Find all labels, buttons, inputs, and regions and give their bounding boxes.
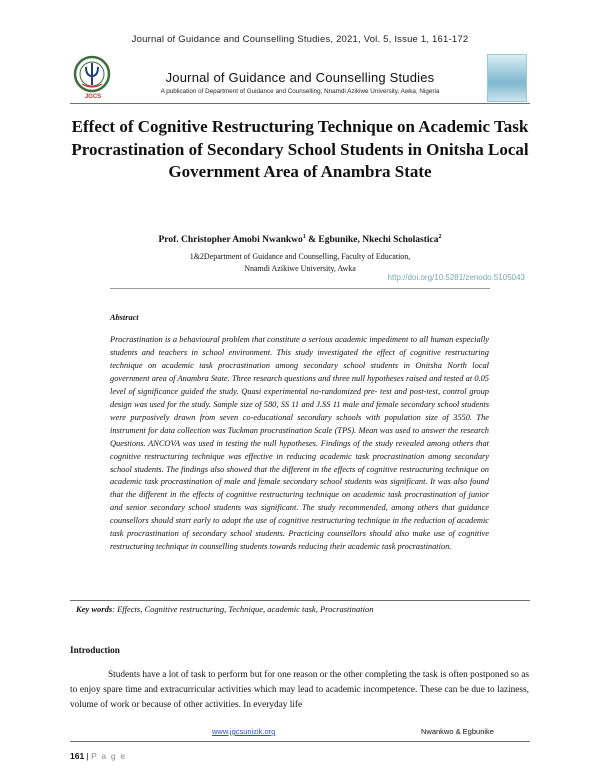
author-2-affiliation-mark: 2 <box>438 234 442 240</box>
author-separator: & <box>305 235 319 246</box>
doi-link[interactable]: http://doi.org/10.5281/zenodo.5105043 <box>387 273 525 282</box>
page-number-separator: | <box>84 751 92 761</box>
affiliation-line-1: 1&2Department of Guidance and Counselling, Faculty of Education, <box>189 252 411 261</box>
footer-divider <box>70 741 530 742</box>
keywords-divider <box>70 600 530 601</box>
affiliation <box>70 251 530 275</box>
running-head: Journal of Guidance and Counselling Studies, 2021, Vol. 5, Issue 1, 161-172 <box>131 34 469 45</box>
page-word: P a g e <box>91 751 127 761</box>
author-1-affiliation-mark: 1 <box>302 234 306 240</box>
page-number-value: 161 <box>70 751 85 761</box>
page-number <box>70 751 126 761</box>
author-2-name: Egbunike, Nkechi Scholastica <box>318 235 439 246</box>
keywords-label: Key words <box>76 604 113 614</box>
abstract-label: Abstract <box>110 313 139 322</box>
journal-title: Journal of Guidance and Counselling Studies <box>165 70 435 85</box>
author-1-name: Prof. Christopher Amobi Nwankwo <box>158 235 303 246</box>
abstract-top-divider <box>110 288 490 289</box>
abstract-body <box>110 334 489 554</box>
article-title: Effect of Cognitive Restructuring Technique on Academic Task Procrastination of Secondary School Students in Onitsha Local Government Area of Anambra State <box>71 117 529 181</box>
affiliation-line-2: Nnamdi Azikiwe University, Awka <box>244 264 356 273</box>
introduction-text: Students have a lot of task to perform but for one reason or the other completing the task is often postponed so as to enjoy spare time and extracurricular activities which may lead to academic incompetence. These can be due to laziness, volume of work or because of other activities. In everyday life <box>70 670 529 710</box>
introduction-body <box>70 668 529 712</box>
footer-website-link[interactable]: www.jgcsunizik.org <box>212 727 276 736</box>
keywords-text: : Effects, Cognitive restructuring, Technique, academic task, Procrastination <box>112 604 374 614</box>
footer-author: Nwankwo & Egbunike <box>421 727 494 736</box>
journal-subtitle: A publication of Department of Guidance and Counselling, Nnamdi Azikiwe University, Awka, Nigeria <box>160 88 440 95</box>
logo-text: JGCS <box>84 94 102 100</box>
keywords-line <box>76 604 373 614</box>
author-line <box>70 234 530 245</box>
header-divider <box>70 103 530 104</box>
introduction-heading: Introduction <box>70 645 120 655</box>
abstract-text: Procrastination is a behavioural problem that constitute a serious academic impediment to all human especially students and teachers in school environment. This study investigated the effect of cognitive restructuring technique on academic task procrastination among secondary school students in Onitsha North local government area of Anambra State. Three research questions and three null hypotheses raised and tested at 0.05 level of significance guided the study. Quasi experimental no-randomized pre- test and post-test, control group design was used for the study. Sample size of 580, SS 11 and J.SS 11 male and female secondary school students were purposively drawn from seven co-educational secondary schools with population size of 3550. The instrument for data collection was Tuckman procrastination Scale (TPS). Mean was used to answer the research Questions. ANCOVA was used in testing the null hypotheses. Findings of the study revealed among others that cognitive restructuring technique was effective in reducing academic task procrastination among secondary school students. The findings also showed that the different in the effects of cognitive restructuring technique on academic task procrastination of male and female secondary school students was significant. It was also found that the different in the effects of cognitive restructuring technique on academic task procrastination of junior and senior secondary school students was significant. The study recommended, among others that guidance counsellors should start early to adopt the use of cognitive restructuring technique in the reduction of academic task procrastination of secondary school students. Practicing counsellors should also make use of cognitive restructuring technique in counselling students towards reducing their academic task procrastination. <box>110 335 489 552</box>
